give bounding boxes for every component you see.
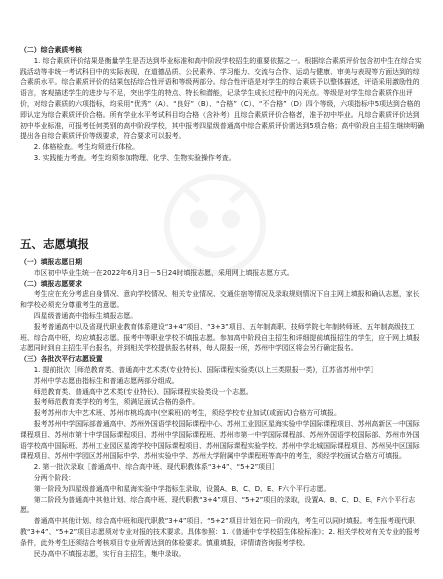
section-volunteer-filling: [20, 257, 425, 559]
paragraph-other-plans: 普通高中其他计划、综合高中班和现代职教“3+4”项目、“5+2”项目计划在同一阶段内，考生可以同时填报。考生报考现代职教“3+4”、“5+2”项目志愿须对专业对报的技术要求。具体参照：1.《普通中专学校招生体检标准》；2. 相关学校对有关专业的报考条件，此外考生还须结合考核项目专业所需达到的体检要求。慎重填报，详情请咨询报考学校。: [20, 517, 420, 547]
heading-quality-assessment: （二）综合素质考核: [20, 46, 83, 54]
paragraph-intl-programs: 报考苏州中学国际部普通高中、苏州外国语学校国际课程中心、苏州工业园区星海实验中学国际课程项目、苏州高新区一中国际课程项目、苏州市第十中学国际课程项目、苏州中学国际课程班、苏州市第一中学国际课程部、苏州外国语学校国际部、苏州市外国语学校高中国际班、苏州工业园区星湾学校中国际课程项目、苏州国际课程实验学校、苏州中学北城国际课程项目、苏州吴中区国际课程项目、苏州中学园区苏州国际中学、苏州实验中学、苏州大学附属中学课程班等高中的考生，须经学校面试合格方可填报。: [20, 419, 420, 461]
section-title-volunteer: 五、志愿填报: [20, 237, 89, 251]
paragraph-first-batch: 2. 第一批次录取［普通高中、综合高中班、现代职教体系“3+4”、“5+2”项目］: [33, 463, 279, 472]
paragraph-private-schools: 民办高中不填报志愿，实行自主招生，集中录取。: [33, 549, 186, 558]
paragraph-quality-evaluation: 1. 综合素质评价结果是衡量学生是否达到毕业标准和高中阶段学校招生的重要依据之一。根据综合素质评价包含初中生在综合实践活动等非统一考试科目中的实际表现，在道德品质、公民素养、学习能力、交流与合作、运动与健康、审美与表现等方面达到的综合素质水平。综合素质评价的结果包括综合性评语和等级两部分。综合性评语是对学生的综合素质予以整体描述，评语采用激励性的语言，客观描述学生的进步与不足，突出学生的特点、特长和潜能，记录学生成长过程中的闪光点。等级是对学生综合素质作出评价，对综合素质的六项指标，均采用“优秀”（A）、“良好”（B）、“合格”（C）、“不合格”（D）四个等级，六项指标中5项达到合格的即认定为综合素质评价合格。所有学业水平考试科目均合格（含补考）且综合素质评价合格者，准予初中毕业。凡综合素质评价达到初中毕业标准，可报考任何类别的高中阶段学校，其中报考四星级普通高中综合素质评价需达到5项合格；高中阶段自主招生继续明确提出各自综合素质评价等级要求，符合要求可以报考。: [20, 56, 425, 141]
paragraph-indicator-students: 四星级普通高中指标生填报志愿。: [33, 311, 138, 320]
paragraph-early-batch: 1. 提前批次［师范教育类、普通高中艺术类(专业特长)、国际课程实验类(以上三类限报一类)，江苏省苏州中学］: [33, 365, 378, 374]
heading-filling-date: （一）填报志愿日期: [20, 258, 83, 266]
paragraph-stage-one: 第一阶段为四星级普通高中和星海实验中学指标生录取，设置A、B、C、D、E、F六个平行志愿。: [33, 484, 331, 493]
paragraph-normal-school: 报考师范教育类学校的考生，须满足面试合格的条件。: [33, 398, 200, 407]
heading-batches: （三）各批次平行志愿设置: [20, 355, 103, 364]
paragraph-filling-date: 市区初中毕业生统一在2022年6月3日－5日24时填报志愿，采用网上填报志愿方式。: [33, 268, 294, 277]
section-comprehensive-quality: [20, 45, 425, 164]
paragraph-practical-test: 3. 实践能力考查。考生均须参加物理、化学、生物实验操作考查。: [33, 153, 236, 162]
paragraph-suzhou-high: 苏州中学志愿由指标生和普通志愿两部分组成。: [33, 376, 179, 385]
heading-filling-requirements: （二）填报志愿要求: [20, 279, 83, 288]
paragraph-art-class: 报考苏州市大中艺术班、苏州市桃坞高中(空乘班)的考生，须经学校专业加试(或面试)合格方可填报。: [33, 409, 341, 418]
paragraph-requirements: 考生应在充分考虑自身情况、意向学校情况、相关专业情况、交通住宿等情况及录取规则情况下自主网上填报和确认志愿，家长和学校必须充分尊重考生的意愿。: [20, 290, 420, 310]
paragraph-physical-exam: 2. 体格检查。考生均须进行体检。: [33, 143, 140, 152]
paragraph-who-fills: 报考普通高中以及省现代职业教育体系建设“3+4”项目、“3+3”项目、五年制高职、技师学院七年制转师班、五年制高级技工班、综合高中班，均应填报志愿。报考中等职业学校不填报志愿。参加高中阶段自主招生和详细提前填报招生的学生，应于网上填报志愿同时到自主招生平台报名，并到相关学校提供报名材料，每人限报一所，苏州中学园区将会另行确定报名。: [20, 322, 420, 353]
paragraph-stage-two: 第二阶段为普通高中其他计划、综合高中班、现代职教“3+4”项目、“5+2”项目的录取，设置A、B、C、D、E、F六个平行志愿。: [20, 495, 416, 515]
paragraph-two-stages: 分两个阶段：: [33, 473, 76, 482]
paragraph-one-choice: 师范教育类、普通高中艺术类(专业特长)、国际课程实验类设一个志愿。: [33, 387, 253, 396]
